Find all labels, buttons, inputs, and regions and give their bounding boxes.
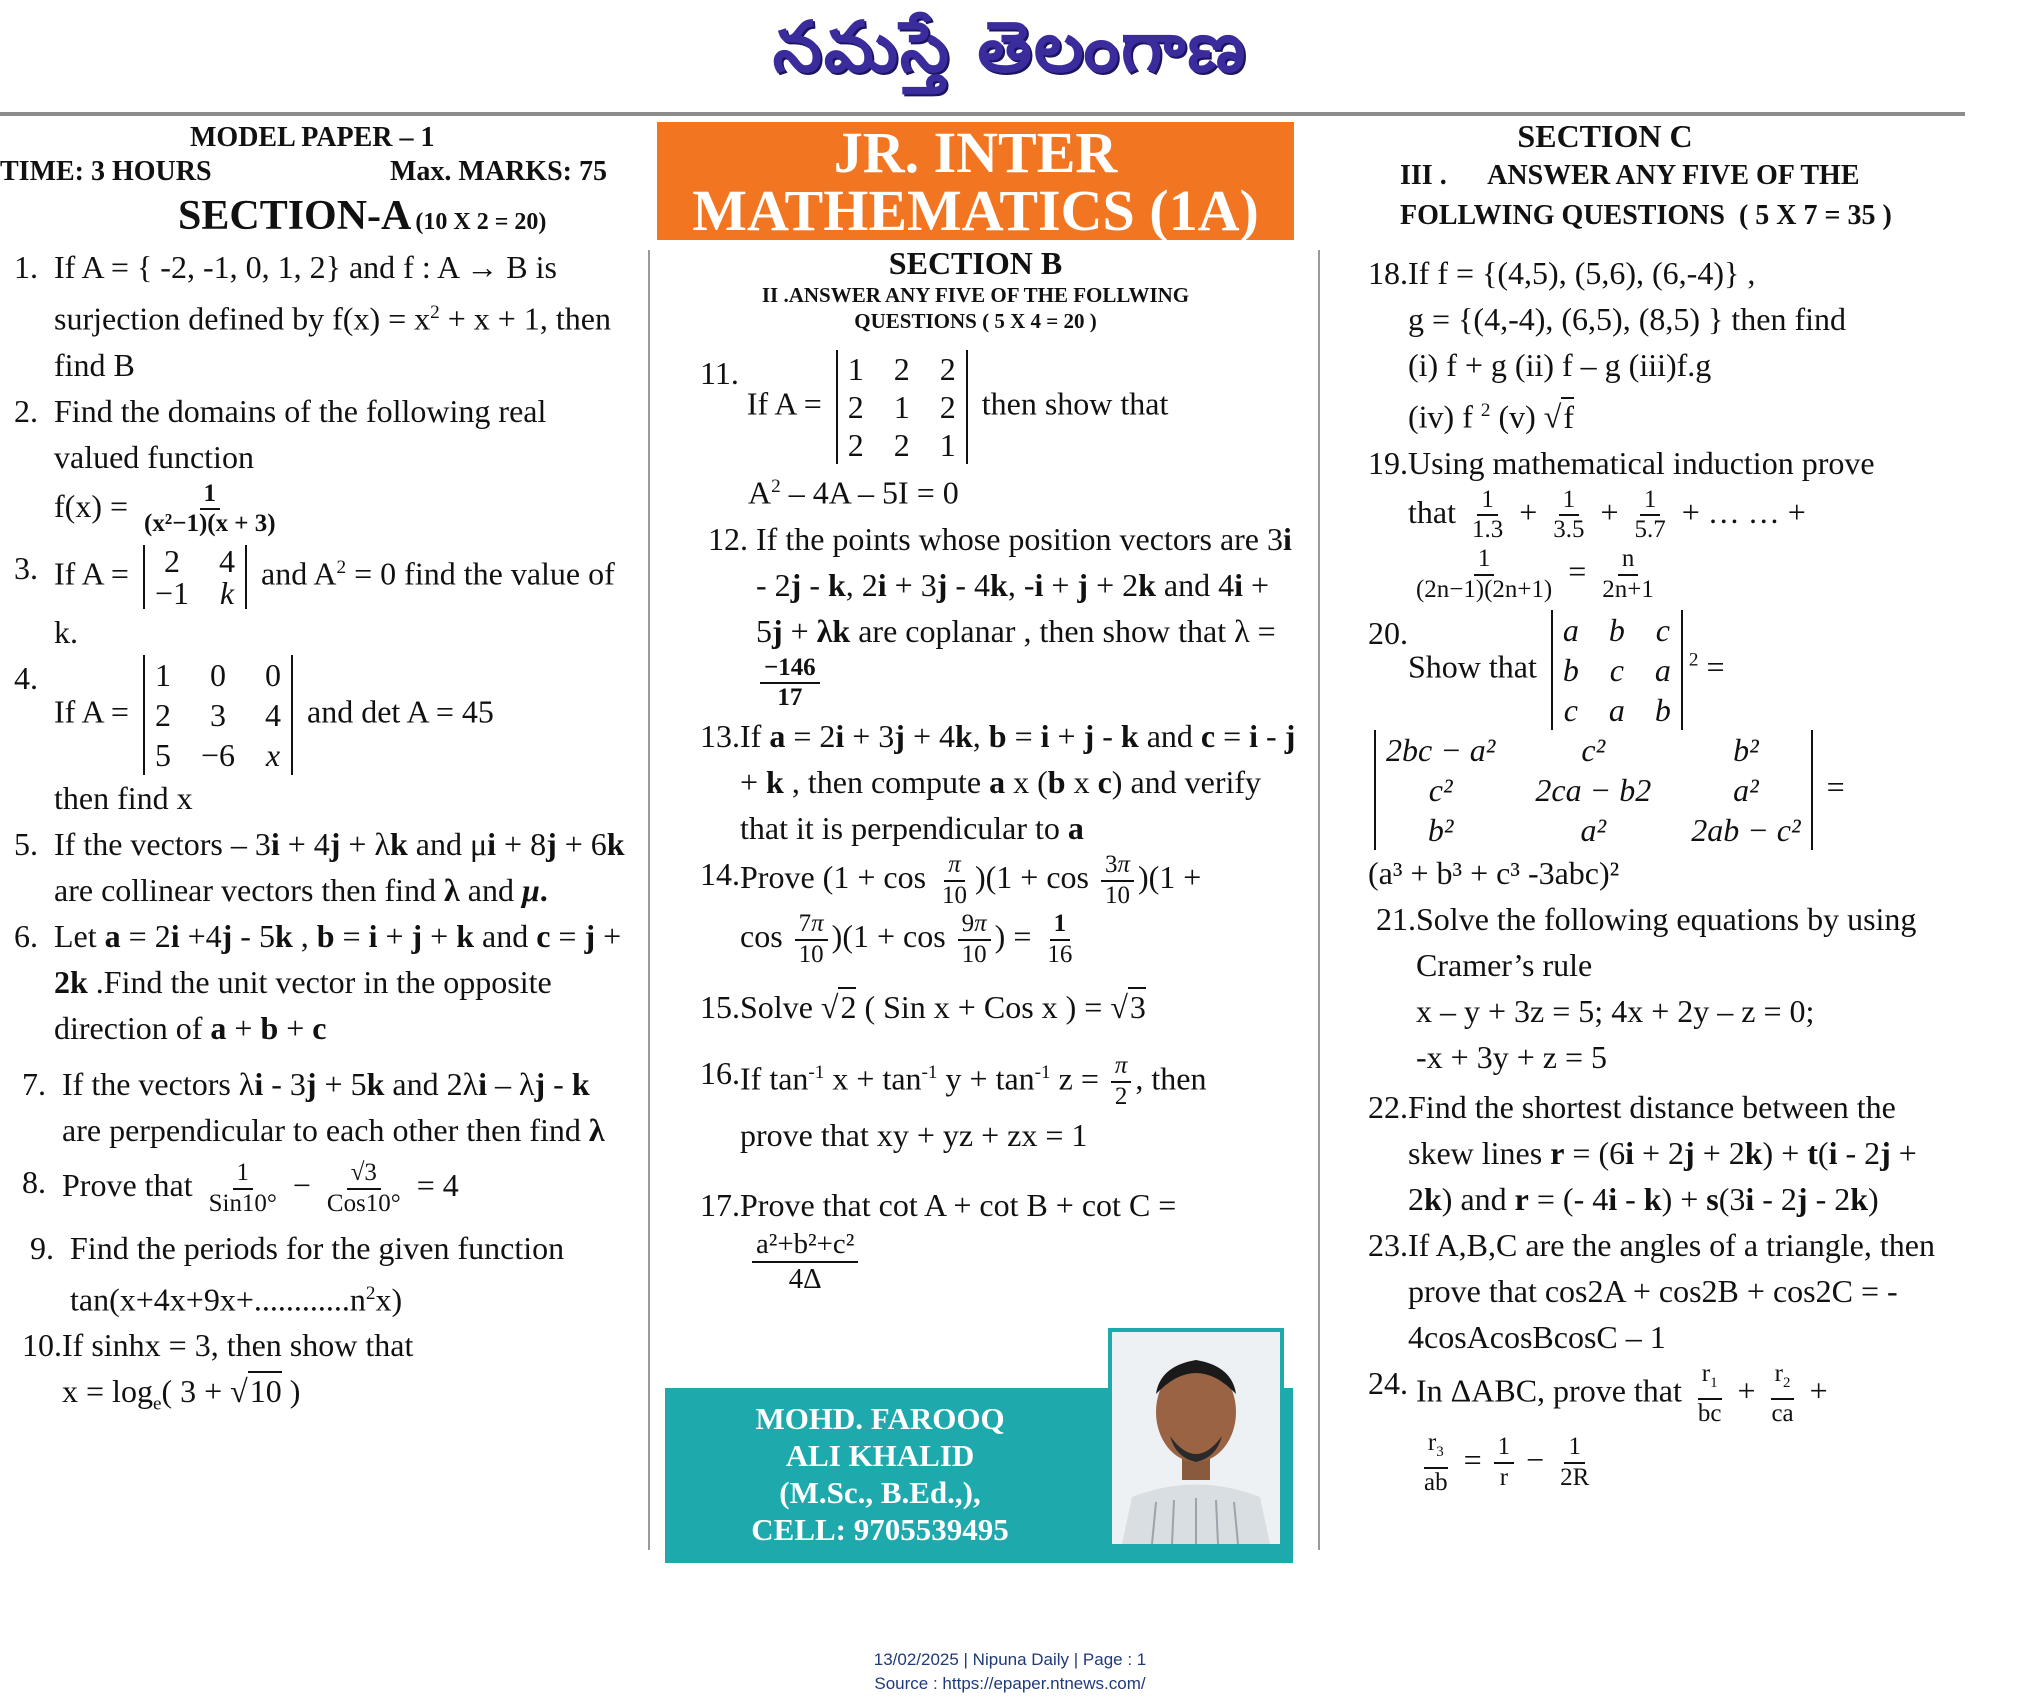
newspaper-logo: నమస్తే తెలంగాణ — [772, 5, 1248, 88]
footer — [0, 1648, 2020, 1696]
author-cell: CELL: 9705539495 — [751, 1512, 1009, 1547]
question-3: 3. If A = 2 4 −1 k and $A^2 = 0$ find the value of k. — [14, 543, 615, 651]
section-b-title: SECTION B — [888, 245, 1063, 281]
author-qualification: (M.Sc., B.Ed.,), — [779, 1475, 981, 1510]
section-b-heading — [657, 244, 1294, 334]
question-17: 17. Prove that cot A + cot B + cot C = — [700, 1186, 1177, 1223]
author-name-line2: ALI KHALID — [785, 1438, 975, 1473]
question-11: 11. If A = 1 2 2 2 1 2 2 2 1 then show that — [700, 351, 1169, 463]
question-14: 14. Prove (1 + cos $\frac{\pi}{10}$ )(1 + cos $\frac{3\pi}{10}$ )(1 + cos $\frac{7\pi}{10}$ )(1 + cos $\frac{9\pi}{10}$ ) = $\frac{1}{16}$ — [700, 851, 1202, 969]
question-20: 20. Show that a b c b c a c a b $^2$ = — [1368, 612, 1725, 729]
question-17-cont: $\frac{\text{a²+b²+c²}}{4\Delta}$ — [700, 1228, 1300, 1296]
question-2: 2. Find the domains of the following real valued function f(x) = $\frac{1}{\text{(x²−1)(x + 3)}}$ — [14, 392, 547, 538]
question-5: 5. If the vectors – 3i + 4j + λk and μi + 8j + 6k are collinear vectors then find λ and μ. — [14, 826, 625, 909]
question-11-cont: $A^2 - 4A - 5I = 0$ — [748, 474, 959, 511]
author-photo — [1108, 1328, 1284, 1548]
section-c-heading — [1330, 116, 2010, 236]
section-c-questions — [1368, 250, 1968, 1497]
masthead — [0, 0, 2020, 110]
banner-line1: JR. INTER — [833, 120, 1118, 185]
marks-label: Max. MARKS: 75 — [390, 156, 607, 187]
section-b-questions — [700, 350, 1300, 1296]
section-a-marks: (10 X 2 = 20) — [415, 209, 547, 235]
question-4: 4. If A = 1 0 0 2 3 4 5 −6 x and det A = 45 then find x — [14, 657, 494, 817]
question-9: 9. Find the periods for the given function $\tan(x+4x+9x+............n^2x)$ — [14, 1229, 565, 1318]
question-12: 12. If the points whose position vectors are 3i - 2j - k, 2i + 3j - 4k, -i + j + 2k and 4i + 5j + λk are coplanar , then show that λ = $\frac{-146}{17}$ — [700, 520, 1292, 712]
question-23: 23. If A,B,C are the angles of a triangle, then prove that cos2A + cos2B + cos2C = - 4cosAcosBcosC – 1 — [1368, 1227, 1935, 1356]
section-c-instr2: FOLLWING QUESTIONS ( 5 X 7 = 35 ) — [1400, 200, 1892, 231]
question-13: 13. If a = 2i + 3j + 4k, b = i + j - k and c = i - j + k , then compute a x (b x c) and verify that it is perpendicular to a — [700, 718, 1296, 847]
question-10: 10. If sinhx = 3, then show that $x = \log_e$( 3 + √10 ) — [14, 1327, 414, 1415]
section-b-instr2: QUESTIONS ( 5 X 4 = 20 ) — [854, 309, 1097, 333]
question-18: 18. If f = {(4,5), (5,6), (6,-4)} , g = {(4,-4), (6,5), (8,5) } then find (i) f + g (ii) f – g (iii)f.g (iv) f $^2$ (v) √f — [1368, 255, 1846, 435]
model-paper-title: MODEL PAPER – 1 — [190, 122, 435, 153]
question-19: 19. Using mathematical induction prove that $\frac{1}{1.3}$ + $\frac{1}{3.5}$ + $\frac{1}{5.7}$ + … … + $\frac{1}{(2n-1)(2n+1)}$ = $\frac{n}{2n+1}$ — [1368, 444, 1875, 603]
question-6: 6. Let a = 2i +4j - 5k , b = i + j + k and c = j + 2k .Find the unit vector in the opposite direction of a + b + c — [14, 918, 622, 1047]
banner-line2: MATHEMATICS (1A) — [692, 178, 1259, 243]
author-name-line1: MOHD. FAROOQ — [755, 1401, 1005, 1436]
question-7: 7. If the vectors λi - 3j + 5k and 2λi – λj - k are perpendicular to each other then find λ — [14, 1066, 605, 1149]
author-info — [665, 1400, 1095, 1548]
question-1: 1. If A = { -2, -1, 0, 1, 2} and f : A → B is surjection defined by $f(x) = x^2 + x + 1$, then find B — [14, 249, 611, 383]
section-b-instr1: II .ANSWER ANY FIVE OF THE FOLLWING — [761, 283, 1190, 307]
question-22: 22. Find the shortest distance between the skew lines r = (6i + 2j + 2k) + t(i - 2j + 2k) and r = (- 4i - k) + s(3i - 2j - 2k) — [1368, 1089, 1917, 1218]
section-c-instr1: III . ANSWER ANY FIVE OF THE — [1400, 160, 1860, 191]
section-a-heading — [178, 192, 546, 240]
question-24: 24. In ΔABC, prove that $\frac{r_1}{bc}$ + $\frac{r_2}{ca}$ + $\frac{r_3}{ab}$ = $\frac{1}{r}$ − $\frac{1}{2R}$ — [1368, 1360, 1828, 1496]
section-a-questions — [14, 244, 634, 1428]
time-label: TIME: 3 HOURS — [0, 156, 212, 187]
column-divider-right — [1318, 250, 1320, 1550]
section-c-title: SECTION C — [1517, 118, 1693, 154]
subject-banner — [657, 120, 1294, 243]
footer-source-line: Source : https://epaper.ntnews.com/ — [874, 1674, 1146, 1693]
question-16: 16. If $\tan^{-1} x + \tan^{-1} y + \tan^{-1} z$ = $\frac{\pi}{2}$ , then prove that xy + yz + zx = 1 — [700, 1052, 1207, 1153]
footer-date-line: 13/02/2025 | Nipuna Daily | Page : 1 — [873, 1650, 1147, 1669]
question-15: 15. Solve √2 ( Sin x + Cos x ) = √3 — [700, 988, 1146, 1025]
question-20-cont: 2bc − a² c² b² c² 2ca − b2 a² b² a² 2ab − c² = — [1368, 730, 1968, 850]
section-a-title: SECTION-A — [178, 193, 412, 239]
question-8: 8. Prove that $\frac{1}{\text{Sin10°}}$ − $\frac{√3}{\text{Cos10°}}$ = 4 — [14, 1159, 459, 1218]
question-21: 21. Solve the following equations by using Cramer’s rule x – y + 3z = 5; 4x + 2y – z = 0; -x + 3y + z = 5 — [1368, 901, 1917, 1076]
column-divider-left — [648, 250, 650, 1550]
question-20-result: (a³ + b³ + c³ -3abc)² — [1368, 855, 1620, 892]
